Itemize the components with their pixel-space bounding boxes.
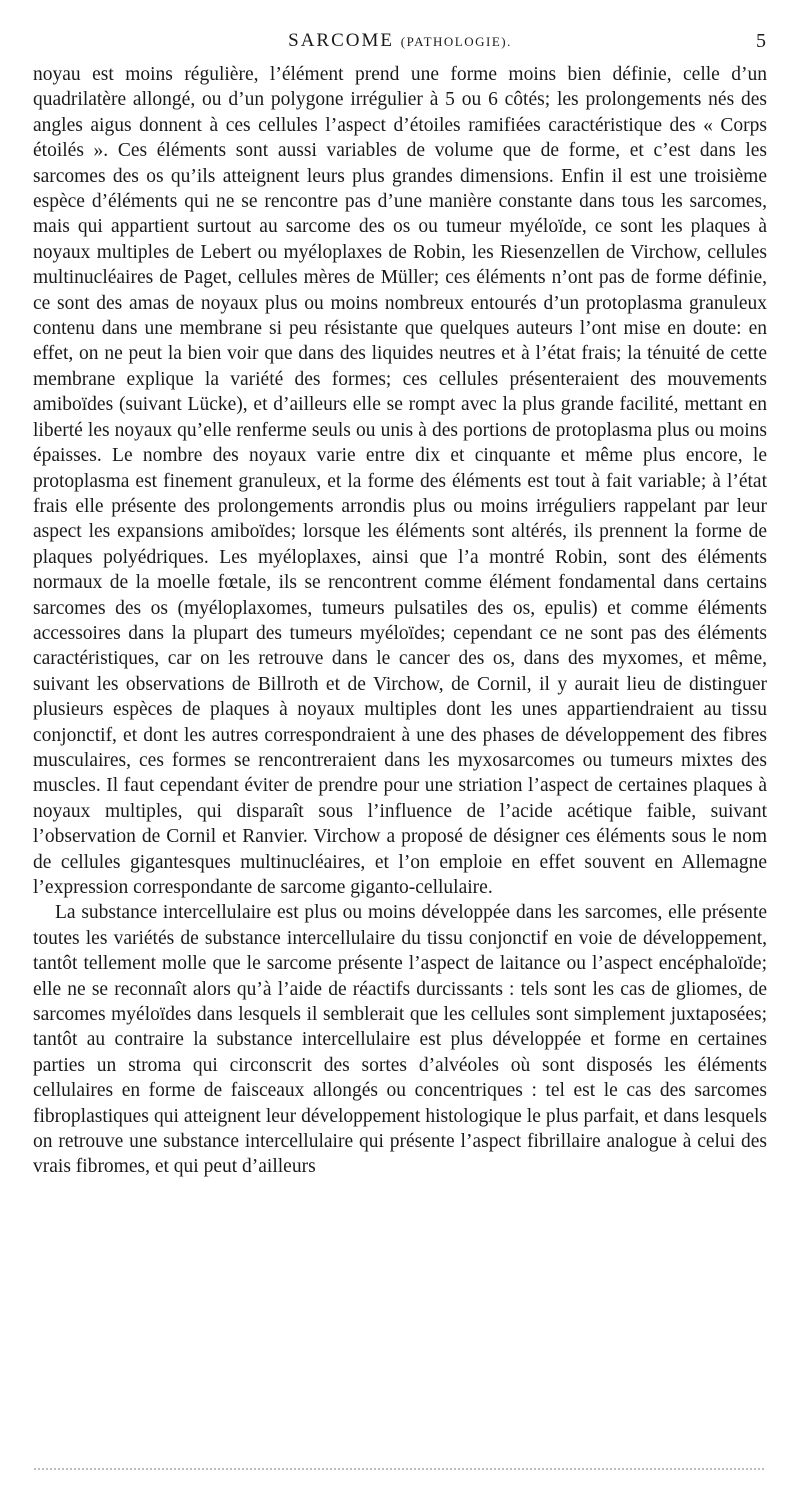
page-number: 5 bbox=[756, 30, 766, 52]
running-title bbox=[30, 30, 770, 52]
paragraph-substance-intercellulaire: La substance intercellulaire est plus ou moins développée dans les sarcomes, elle présente toutes les variétés de substance intercellulaire du tissu conjonctif en voie de développement, tantôt tellement molle que le sarcome présente l’aspect de laitance ou l’aspect encéphaloïde; elle ne se reconnaît alors qu’à l’aide de réactifs durcissants : tels sont les cas de gliomes, de sarcomes myéloïdes dans lesquels il semblerait que les cellules sont simplement juxtaposées; tantôt au contraire la substance intercellulaire est plus développée et forme en certaines parties un stroma qui circonscrit des sortes d’alvéoles où sont disposés les éléments cellulaires en forme de faisceaux allongés ou concentriques : tel est le cas des sarcomes fibroplastiques qui atteignent leur développement histologique le plus parfait, et dans lesquels on retrouve une substance intercellulaire qui présente l’aspect fibrillaire analogue à celui des vrais fibromes, et qui peut d’ailleurs bbox=[33, 902, 767, 1178]
body-text bbox=[33, 62, 767, 1180]
running-header bbox=[30, 30, 770, 60]
footer-dotted-rule bbox=[34, 1468, 764, 1470]
running-title-subtitle: (PATHOLOGIE). bbox=[400, 34, 512, 49]
paragraph-continued: noyau est moins régulière, l’élément prend une forme moins bien définie, celle d’un quadrilatère allongé, ou d’un polygone irrégulier à 5 ou 6 côtés; les prolongements nés des angles aigus donnent à ces cellules l’aspect d’étoiles ramifiées caractéristique des « Corps étoilés ». Ces éléments sont aussi variables de volume que de forme, et c’est dans les sarcomes des os qu’ils atteignent leurs plus grandes dimensions. Enfin il est une troisième espèce d’éléments qui ne se rencontre pas d’une manière constante dans tous les sarcomes, mais qui appartient surtout au sarcome des os ou tumeur myéloïde, ce sont les plaques à noyaux multiples de Lebert ou myéloplaxes de Robin, les Riesenzellen de Virchow, cellules multinucléaires de Paget, cellules mères de Müller; ces éléments n’ont pas de forme définie, ce sont des amas de noyaux plus ou moins nombreux entourés d’un protoplasma granuleux contenu dans une membrane si peu résistante que quelques auteurs l’ont mise en doute: en effet, on ne peut la bien voir que dans des liquides neutres et à l’état frais; la ténuité de cette membrane explique la variété des formes; ces cellules présenteraient des mouvements amiboïdes (suivant Lücke), et d’ailleurs elle se rompt avec la plus grande facilité, mettant en liberté les noyaux qu’elle renferme seuls ou unis à des portions de protoplasma plus ou moins épaisses. Le nombre des noyaux varie entre dix et cinquante et même plus encore, le protoplasma est finement granuleux, et la forme des éléments est tout à fait variable; à l’état frais elle présente des prolongements arrondis plus ou moins irréguliers rappelant par leur aspect les expansions amiboïdes; lorsque les éléments sont altérés, ils prennent la forme de plaques polyédriques. Les myéloplaxes, ainsi que l’a montré Robin, sont des éléments normaux de la moelle fœtale, ils se rencontrent comme élément fondamental dans certains sarcomes des os (myéloplaxomes, tumeurs pulsatiles des os, epulis) et comme éléments accessoires dans la plupart des tumeurs myéloïdes; cependant ce ne sont pas des éléments caractéristiques, car on les retrouve dans le cancer des os, dans des myxomes, et même, suivant les observations de Billroth et de Virchow, de Cornil, il y aurait lieu de distinguer plusieurs espèces de plaques à noyaux multiples dont les unes appartiendraient au tissu conjonctif, et dont les autres correspondraient à une des phases de développement des fibres musculaires, ces formes se rencontreraient dans les myxosarcomes ou tumeurs mixtes des muscles. Il faut cependant éviter de prendre pour une striation l’aspect de certaines plaques à noyaux multiples, qui disparaît sous l’influence de l’acide acétique faible, suivant l’observation de Cornil et Ranvier. Virchow a proposé de désigner ces éléments sous le nom de cellules gigantesques multinucléaires, et l’on emploie en effet souvent en Allemagne l’expression correspondante de sarcome giganto-cellulaire. bbox=[33, 64, 767, 898]
running-title-main: SARCOME bbox=[288, 30, 394, 51]
